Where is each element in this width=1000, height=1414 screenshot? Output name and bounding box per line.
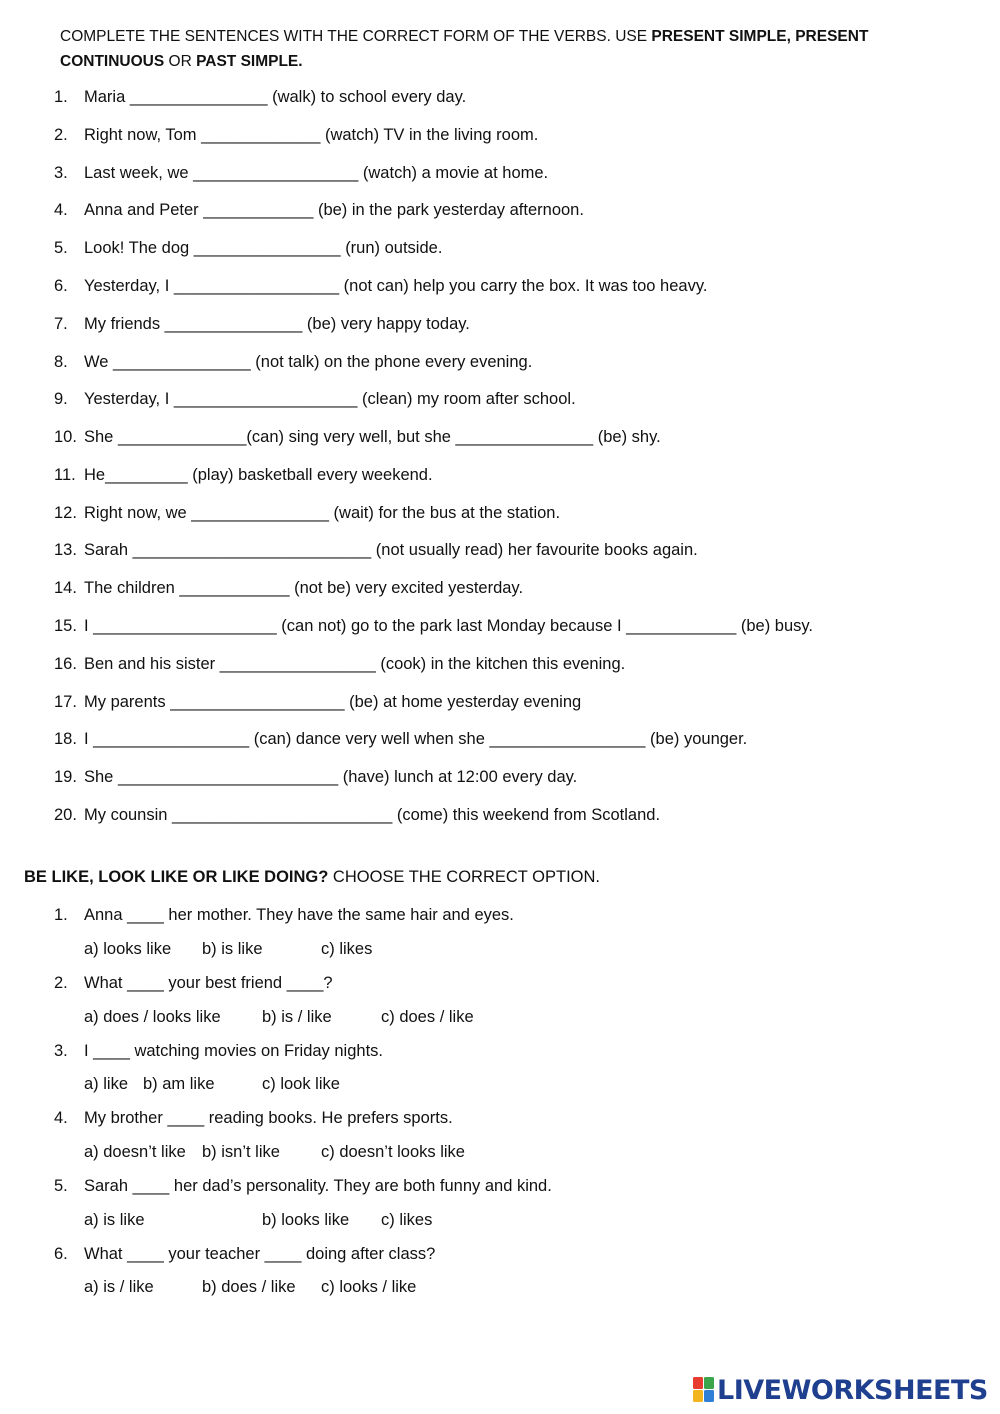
- option-row: [0, 1207, 1000, 1233]
- instruction-bold-past: PAST SIMPLE.: [196, 53, 303, 70]
- option-b[interactable]: b) isn’t like: [202, 1143, 280, 1161]
- question-item: [0, 1038, 1000, 1064]
- section1-instruction: [60, 24, 960, 74]
- sentence-item: [0, 462, 1000, 488]
- instruction-text: COMPLETE THE SENTENCES WITH THE CORRECT FORM OF THE VERBS. USE: [60, 28, 652, 45]
- option-row: [0, 936, 1000, 962]
- sentence-item: [0, 273, 1000, 299]
- sentence-item: [0, 689, 1000, 715]
- item-text: My parents ___________________ (be) at home yesterday evening: [84, 693, 582, 711]
- question-item: [0, 1105, 1000, 1131]
- sentence-item: [0, 802, 1000, 828]
- question-item: [0, 1241, 1000, 1267]
- question-text: I ____ watching movies on Friday nights.: [84, 1042, 383, 1060]
- logo-text: LIVEWORKSHEETS: [717, 1374, 988, 1406]
- item-text: I ____________________ (can not) go to the park last Monday because I ____________ (be) busy.: [84, 617, 813, 635]
- item-number: 18.: [54, 730, 77, 748]
- item-text: Ben and his sister _________________ (cook) in the kitchen this evening.: [84, 655, 626, 673]
- sentence-item: [0, 84, 1000, 110]
- option-b[interactable]: b) is / like: [262, 1008, 332, 1026]
- item-text: Look! The dog ________________ (run) outside.: [84, 239, 443, 257]
- option-c[interactable]: c) likes: [381, 1211, 433, 1229]
- sentence-item: [0, 537, 1000, 563]
- question-text: Sarah ____ her dad’s personality. They are both funny and kind.: [84, 1177, 552, 1195]
- option-a[interactable]: a) is / like: [84, 1278, 154, 1296]
- question-text: My brother ____ reading books. He prefers sports.: [84, 1109, 453, 1127]
- sentence-item: [0, 235, 1000, 261]
- item-number: 7.: [54, 315, 68, 333]
- sentence-item: [0, 311, 1000, 337]
- option-a[interactable]: a) is like: [84, 1211, 145, 1229]
- question-text: Anna ____ her mother. They have the same hair and eyes.: [84, 906, 514, 924]
- item-text: My counsin ________________________ (come) this weekend from Scotland.: [84, 806, 661, 824]
- item-text: My friends _______________ (be) very happy today.: [84, 315, 470, 333]
- option-b[interactable]: b) does / like: [202, 1278, 296, 1296]
- item-text: She ________________________ (have) lunch at 12:00 every day.: [84, 768, 578, 786]
- item-number: 4.: [54, 201, 68, 219]
- question-number: 2.: [54, 974, 68, 992]
- logo-blocks-icon: [693, 1377, 715, 1403]
- option-a[interactable]: a) doesn’t like: [84, 1143, 186, 1161]
- option-a[interactable]: a) looks like: [84, 940, 172, 958]
- sentence-item: [0, 386, 1000, 412]
- sentence-item: [0, 575, 1000, 601]
- item-number: 17.: [54, 693, 77, 711]
- item-number: 19.: [54, 768, 77, 786]
- option-row: [0, 1139, 1000, 1165]
- item-number: 14.: [54, 579, 77, 597]
- sentence-item: [0, 424, 1000, 450]
- option-b[interactable]: b) am like: [143, 1075, 215, 1093]
- option-c[interactable]: c) look like: [262, 1075, 340, 1093]
- sentence-item: [0, 726, 1000, 752]
- question-item: [0, 1173, 1000, 1199]
- item-text: We _______________ (not talk) on the phone every evening.: [84, 353, 533, 371]
- item-number: 20.: [54, 806, 77, 824]
- item-number: 2.: [54, 126, 68, 144]
- instruction-bold-tenses: PRESENT SIMPLE, PRESENT CONTINUOUS: [60, 28, 869, 70]
- item-text: Anna and Peter ____________ (be) in the park yesterday afternoon.: [84, 201, 584, 219]
- item-number: 15.: [54, 617, 77, 635]
- option-c[interactable]: c) doesn’t looks like: [321, 1143, 465, 1161]
- question-number: 4.: [54, 1109, 68, 1127]
- option-c[interactable]: c) likes: [321, 940, 373, 958]
- item-number: 12.: [54, 504, 77, 522]
- item-text: The children ____________ (not be) very excited yesterday.: [84, 579, 524, 597]
- option-row: [0, 1071, 1000, 1097]
- item-number: 11.: [54, 466, 76, 484]
- sentence-item: [0, 500, 1000, 526]
- option-b[interactable]: b) looks like: [262, 1211, 350, 1229]
- sentence-item: [0, 160, 1000, 186]
- section2-instruction: [24, 864, 600, 890]
- sentence-item: [0, 764, 1000, 790]
- question-number: 5.: [54, 1177, 68, 1195]
- option-a[interactable]: a) like: [84, 1075, 129, 1093]
- instruction-bold-title: BE LIKE, LOOK LIKE OR LIKE DOING?: [24, 868, 329, 886]
- question-text: What ____ your teacher ____ doing after class?: [84, 1245, 436, 1263]
- option-c[interactable]: c) looks / like: [321, 1278, 417, 1296]
- item-text: Right now, we _______________ (wait) for the bus at the station.: [84, 504, 561, 522]
- item-number: 10.: [54, 428, 77, 446]
- instruction-text: CHOOSE THE CORRECT OPTION.: [328, 868, 601, 886]
- item-number: 9.: [54, 390, 68, 408]
- question-item: [0, 970, 1000, 996]
- sentence-item: [0, 197, 1000, 223]
- option-row: [0, 1004, 1000, 1030]
- question-text: What ____ your best friend ____?: [84, 974, 333, 992]
- option-row: [0, 1274, 1000, 1300]
- item-number: 1.: [54, 88, 68, 106]
- question-item: [0, 902, 1000, 928]
- option-a[interactable]: a) does / looks like: [84, 1008, 221, 1026]
- instruction-text: OR: [164, 53, 197, 70]
- item-number: 6.: [54, 277, 68, 295]
- item-text: I _________________ (can) dance very well when she _________________ (be) younger.: [84, 730, 748, 748]
- sentence-item: [0, 349, 1000, 375]
- question-number: 1.: [54, 906, 68, 924]
- item-number: 16.: [54, 655, 77, 673]
- item-text: Right now, Tom _____________ (watch) TV in the living room.: [84, 126, 539, 144]
- item-number: 8.: [54, 353, 68, 371]
- item-text: Sarah __________________________ (not usually read) her favourite books again.: [84, 541, 698, 559]
- item-text: She ______________(can) sing very well, but she _______________ (be) shy.: [84, 428, 661, 446]
- question-number: 6.: [54, 1245, 68, 1263]
- option-c[interactable]: c) does / like: [381, 1008, 474, 1026]
- sentence-item: [0, 613, 1000, 639]
- item-number: 13.: [54, 541, 77, 559]
- item-text: He_________ (play) basketball every weekend.: [84, 466, 433, 484]
- question-number: 3.: [54, 1042, 68, 1060]
- item-number: 5.: [54, 239, 68, 257]
- item-number: 3.: [54, 164, 68, 182]
- item-text: Last week, we __________________ (watch) a movie at home.: [84, 164, 549, 182]
- item-text: Yesterday, I __________________ (not can) help you carry the box. It was too heavy.: [84, 277, 708, 295]
- liveworksheets-logo: [693, 1374, 988, 1406]
- option-b[interactable]: b) is like: [202, 940, 263, 958]
- sentence-item: [0, 122, 1000, 148]
- item-text: Yesterday, I ____________________ (clean) my room after school.: [84, 390, 576, 408]
- sentence-item: [0, 651, 1000, 677]
- item-text: Maria _______________ (walk) to school every day.: [84, 88, 467, 106]
